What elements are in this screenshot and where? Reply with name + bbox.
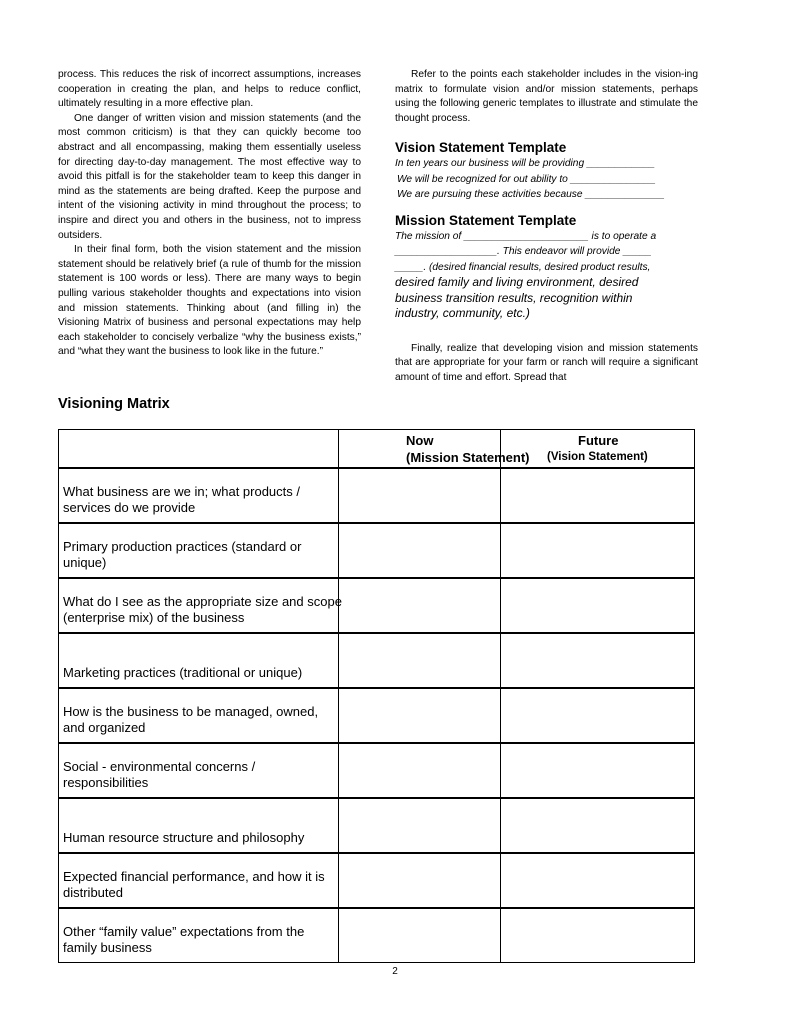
row-label-line: family business	[63, 939, 152, 955]
row-label-line: unique)	[63, 554, 107, 570]
row-label-line: Social - environmental concerns /	[63, 759, 256, 774]
matrix-row-business-products	[63, 484, 363, 515]
row-label-line: Marketing practices (traditional or unique)	[63, 664, 303, 680]
right-intro-paragraph: Refer to the points each stakeholder includes in the vision-ing matrix to formulate vision and/or mission statements, perhaps using the following generic templates to illustrate and stimulate the thought process.	[395, 69, 698, 124]
mission-line-2: __________________. This endeavor will provide _____	[395, 246, 652, 258]
right-finally-paragraph: Finally, realize that developing vision and mission statements that are appropriate for your farm or ranch will require a significant amount of time and effort. Spread that	[395, 342, 698, 384]
right-column	[395, 68, 698, 386]
row-label-line: Other “family value” expectations from the	[63, 924, 305, 939]
row-label-line: (enterprise mix) of the business	[63, 609, 245, 625]
vision-template-title: Vision Statement Template	[395, 140, 567, 156]
header-now: Now	[406, 433, 434, 448]
matrix-row-social-environmental	[63, 759, 363, 790]
page-number: 2	[392, 966, 398, 977]
mission-line-3: _____. (desired financial results, desired product results,	[395, 261, 651, 273]
mission-line-5: business transition results, recognition within	[395, 290, 633, 305]
visioning-matrix-title: Visioning Matrix	[58, 396, 170, 412]
matrix-row-marketing-practices	[63, 649, 363, 680]
header-future: Future	[578, 433, 619, 448]
matrix-row-management-ownership	[63, 704, 363, 735]
matrix-row-financial-performance	[63, 869, 363, 900]
left-paragraph-3: In their final form, both the vision statement and the mission statement should be relatively brief (a rule of thumb for the mission statement is 100 words or less). There are many ways to begin pulling various stakeholder thoughts and expectations into vision and mission statements. Thinking about (and filling in) the Visioning Matrix of business and personal expectations may help each stakeholder to concisely verbalize “why the business exists,” and “what they want the business to look like in the future.”	[58, 244, 361, 358]
row-divider	[59, 742, 694, 744]
row-label-line: Primary production practices (standard or	[63, 539, 302, 554]
row-label-line: services do we provide	[63, 499, 196, 515]
column-divider-future	[500, 430, 501, 962]
left-paragraph-2: One danger of written vision and mission statements (and the most common criticism) is that they can quickly become too abstract and all encompassing, making them essentially useless for directing day-to-day management. The most effective way to avoid this pitfall is for the stakeholder team to keep this danger in mind as the statements are being drafted. Keep the purpose and intent of the visioning activity in mind throughout the process; to inspire and direct you and others in the business, not to impress outsiders.	[58, 112, 361, 241]
matrix-row-production-practices	[63, 539, 363, 570]
row-divider	[59, 522, 694, 524]
mission-template-title: Mission Statement Template	[395, 212, 577, 228]
vision-line-2: We will be recognized for out ability to _______________	[397, 173, 656, 185]
mission-line-4: desired family and living environment, desired	[395, 275, 639, 290]
row-label-line	[63, 814, 363, 830]
row-label-line: distributed	[63, 884, 123, 900]
row-divider	[59, 797, 694, 799]
header-mission-statement: (Mission Statement)	[406, 450, 530, 465]
row-label-line: Expected financial performance, and how it is	[63, 869, 325, 884]
matrix-row-human-resources	[63, 814, 363, 845]
row-divider	[59, 632, 694, 634]
visioning-matrix-table	[58, 429, 695, 963]
header-vision-statement: (Vision Statement)	[547, 451, 648, 463]
row-label-line: Human resource structure and philosophy	[63, 829, 305, 845]
row-label-line: and organized	[63, 719, 146, 735]
row-label-line: responsibilities	[63, 774, 149, 790]
left-paragraph-1: process. This reduces the risk of incorrect assumptions, increases cooperation in creating the plan, and helps to reduce conflict, ultimately resulting in a more effective plan.	[58, 69, 361, 110]
row-divider	[59, 577, 694, 579]
row-divider	[59, 687, 694, 689]
matrix-row-family-values	[63, 924, 363, 955]
vision-line-3: We are pursuing these activities because ______________	[397, 189, 665, 201]
row-divider	[59, 907, 694, 909]
row-label-line	[63, 649, 363, 665]
row-label-line: How is the business to be managed, owned,	[63, 704, 319, 719]
row-label-line: What do I see as the appropriate size and scope	[63, 594, 342, 609]
row-divider	[59, 852, 694, 854]
left-column	[58, 68, 361, 360]
mission-line-6: industry, community, etc.)	[395, 306, 530, 321]
vision-line-1: In ten years our business will be providing ____________	[395, 158, 655, 170]
matrix-row-size-scope	[63, 594, 363, 625]
mission-line-1: The mission of ______________________ is to operate a	[395, 230, 657, 242]
row-label-line: What business are we in; what products /	[63, 484, 301, 499]
row-divider	[59, 467, 694, 469]
